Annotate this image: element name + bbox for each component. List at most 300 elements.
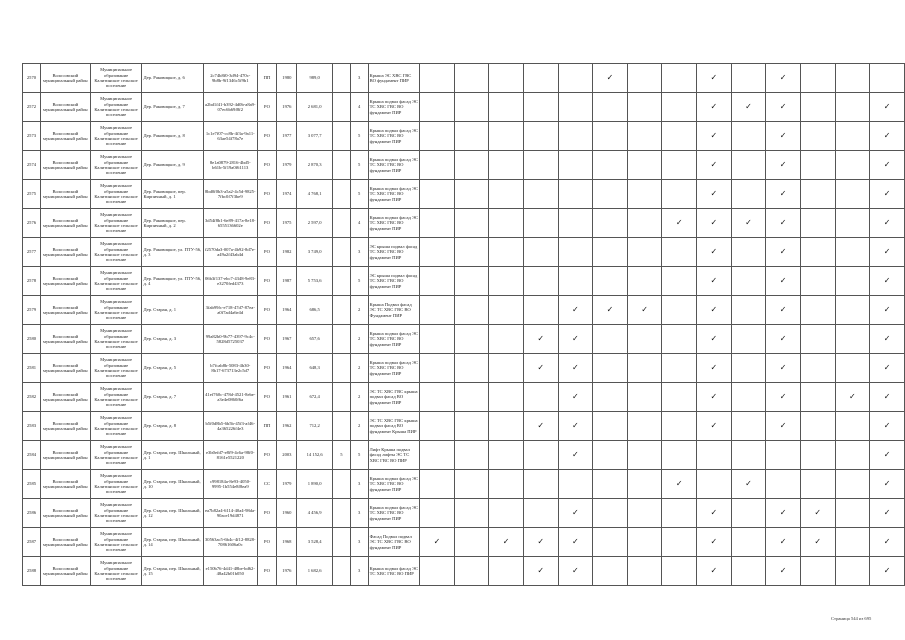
cell-type: РО [257, 441, 277, 470]
check-mark-icon: ✓ [766, 528, 801, 557]
cell-type: РО [257, 122, 277, 151]
cell-address: Дер. Старая, пер. Школьный, д. 14 [142, 528, 203, 557]
cell-area: 1 890,0 [297, 470, 333, 499]
cell-no: 2579 [23, 296, 41, 325]
cell-works: Фасад Подвал подвал ЭС ТС ХВС ГВС ВО фундамент ПИР [368, 528, 420, 557]
cell-mun: Волосовский муниципальный район [40, 180, 90, 209]
check-mark-icon: ✓ [766, 209, 801, 238]
table-row [23, 557, 905, 586]
check-mark-icon: ✓ [697, 209, 732, 238]
table-row [23, 93, 905, 122]
cell-empty [662, 383, 697, 412]
cell-empty [731, 441, 766, 470]
cell-no: 2580 [23, 325, 41, 354]
cell-empty [835, 151, 870, 180]
cell-year: 1960 [277, 499, 297, 528]
cell-address: Дер. Старая, д. 1 [142, 296, 203, 325]
cell-empty [731, 180, 766, 209]
cell-empty [593, 528, 628, 557]
cell-code: 1c1e7f07-cc8b-4f3a-9a11-63ae54f78a7e [203, 122, 257, 151]
cell-settlement: Муниципальное образование Калитинское сельское поселение [90, 470, 142, 499]
cell-empty [835, 64, 870, 93]
cell-empty [627, 325, 662, 354]
cell-empty [593, 267, 628, 296]
cell-area: 3 749,0 [297, 238, 333, 267]
cell-mun: Волосовский муниципальный район [40, 238, 90, 267]
cell-empty [420, 325, 455, 354]
cell-works: Крыша подвал фасад ЭС ТС ХВС ГВС ВО фундамент ПИР [368, 470, 420, 499]
cell-settlement: Муниципальное образование Калитинское сельское поселение [90, 325, 142, 354]
cell-empty [662, 528, 697, 557]
cell-empty [835, 238, 870, 267]
cell-empty [558, 267, 593, 296]
cell-works: Крыша подвал фасад ЭС ТС ХВС ГВС ВО фундамент ПИР [368, 325, 420, 354]
cell-no: 2583 [23, 412, 41, 441]
cell-settlement: Муниципальное образование Калитинское сельское поселение [90, 296, 142, 325]
cell-empty [627, 180, 662, 209]
cell-empty [800, 180, 835, 209]
check-mark-icon: ✓ [558, 499, 593, 528]
cell-mun: Волосовский муниципальный район [40, 325, 90, 354]
cell-mun: Волосовский муниципальный район [40, 441, 90, 470]
cell-empty [627, 238, 662, 267]
cell-settlement: Муниципальное образование Калитинское сельское поселение [90, 93, 142, 122]
cell-empty [835, 296, 870, 325]
cell-empty [800, 470, 835, 499]
cell-empty [454, 151, 489, 180]
table-row [23, 64, 905, 93]
cell-empty [627, 122, 662, 151]
cell-empty [731, 267, 766, 296]
check-mark-icon: ✓ [523, 528, 558, 557]
cell-address: Дер. Старая, пер. Школьный, д. 10 [142, 470, 203, 499]
cell-mun: Волосовский муниципальный район [40, 151, 90, 180]
cell-empty [454, 557, 489, 586]
cell-area: 5 753,6 [297, 267, 333, 296]
cell-empty [662, 557, 697, 586]
cell-works: Крыша Подвал фасад ЭС ТС ХВС ГВС ВО Фундамент ПИР [368, 296, 420, 325]
cell-works: Крыша подвал фасад ЭС ТС ХВС ГВС ВО фундамент ПИР [368, 151, 420, 180]
cell-code: ea7b82a4-6114-40a4-98da-90ace19d4871 [203, 499, 257, 528]
cell-type: РО [257, 528, 277, 557]
check-mark-icon: ✓ [627, 296, 662, 325]
cell-works: Крыша подвал фасад ЭС ТС ХВС ГВС ВО фундамент ПИР [368, 122, 420, 151]
check-mark-icon: ✓ [870, 412, 905, 441]
check-mark-icon: ✓ [697, 354, 732, 383]
cell-empty [420, 267, 455, 296]
check-mark-icon: ✓ [766, 151, 801, 180]
cell-empty [454, 64, 489, 93]
cell-empty [454, 93, 489, 122]
cell-no: 2574 [23, 151, 41, 180]
cell-extra [332, 354, 350, 383]
cell-empty [593, 470, 628, 499]
cell-empty [662, 354, 697, 383]
check-mark-icon: ✓ [870, 325, 905, 354]
cell-area: 2 681,0 [297, 93, 333, 122]
cell-works: Лифт Крыша подвал фасад лифты ЭС ТС ХВС ГВС ВО ПИР [368, 441, 420, 470]
cell-empty [593, 499, 628, 528]
cell-empty [454, 238, 489, 267]
check-mark-icon: ✓ [870, 528, 905, 557]
cell-year: 1980 [277, 64, 297, 93]
cell-empty [454, 122, 489, 151]
cell-mun: Волосовский муниципальный район [40, 354, 90, 383]
table-row [23, 180, 905, 209]
cell-empty [420, 354, 455, 383]
cell-code: e150b76-4d41-48be-bd62-48a42b01b050 [203, 557, 257, 586]
cell-empty [800, 557, 835, 586]
cell-works: Крыша подвал фасад ЭС ТС ХВС ГВС ВО фундамент ПИР [368, 180, 420, 209]
cell-type: РО [257, 383, 277, 412]
check-mark-icon: ✓ [870, 441, 905, 470]
cell-type: РО [257, 325, 277, 354]
check-mark-icon: ✓ [662, 209, 697, 238]
check-mark-icon: ✓ [731, 209, 766, 238]
check-mark-icon: ✓ [697, 267, 732, 296]
cell-settlement: Муниципальное образование Калитинское сельское поселение [90, 122, 142, 151]
cell-num: 5 [350, 267, 368, 296]
cell-empty [454, 470, 489, 499]
cell-empty [800, 238, 835, 267]
cell-extra [332, 64, 350, 93]
cell-year: 1962 [277, 412, 297, 441]
check-mark-icon: ✓ [870, 470, 905, 499]
cell-code: b7fcab8b-5083-4b30-8b17-673713e2c5d7 [203, 354, 257, 383]
cell-extra [332, 238, 350, 267]
cell-type: РО [257, 238, 277, 267]
cell-empty [627, 499, 662, 528]
cell-empty [558, 470, 593, 499]
cell-empty [523, 267, 558, 296]
check-mark-icon: ✓ [697, 383, 732, 412]
cell-settlement: Муниципальное образование Калитинское сельское поселение [90, 499, 142, 528]
cell-empty [454, 180, 489, 209]
cell-empty [523, 470, 558, 499]
check-mark-icon: ✓ [697, 64, 732, 93]
cell-empty [593, 180, 628, 209]
check-mark-icon: ✓ [870, 238, 905, 267]
cell-works: Крыша подвал фасад ЭС ТС ХВС ГВС ВО фундамент ПИР [368, 209, 420, 238]
cell-empty [489, 151, 524, 180]
cell-address: Дер. Старая, д. 3 [142, 325, 203, 354]
cell-empty [731, 325, 766, 354]
cell-mun: Волосовский муниципальный район [40, 122, 90, 151]
cell-year: 1967 [277, 325, 297, 354]
cell-empty [800, 441, 835, 470]
check-mark-icon: ✓ [697, 93, 732, 122]
cell-empty [558, 93, 593, 122]
cell-year: 1977 [277, 122, 297, 151]
cell-type: РО [257, 151, 277, 180]
cell-code: 99a82b0-9b77-4397-9c4c-5828d5725037 [203, 325, 257, 354]
cell-type: ПП [257, 412, 277, 441]
check-mark-icon: ✓ [558, 354, 593, 383]
cell-area: 3 528,4 [297, 528, 333, 557]
cell-empty [766, 441, 801, 470]
cell-empty [523, 122, 558, 151]
cell-num: 3 [350, 557, 368, 586]
cell-empty [593, 93, 628, 122]
cell-type: РО [257, 499, 277, 528]
cell-empty [662, 499, 697, 528]
cell-empty [835, 528, 870, 557]
cell-area: 4 768,1 [297, 180, 333, 209]
cell-extra [332, 151, 350, 180]
cell-code: a2bd1f41-b392-4d0b-a8a9-07ec6b69f8f2 [203, 93, 257, 122]
cell-type: РО [257, 354, 277, 383]
cell-num: 2 [350, 354, 368, 383]
cell-empty [662, 122, 697, 151]
table-body [23, 64, 905, 586]
capital-repair-table [22, 63, 905, 586]
cell-no: 2582 [23, 383, 41, 412]
check-mark-icon: ✓ [766, 64, 801, 93]
cell-area: 712,2 [297, 412, 333, 441]
cell-empty [523, 238, 558, 267]
cell-empty [558, 122, 593, 151]
table-row [23, 296, 905, 325]
cell-code: f2570da3-007a-4b92-8d7e-a49a2f43ab4d [203, 238, 257, 267]
cell-empty [454, 354, 489, 383]
cell-area: 672,4 [297, 383, 333, 412]
cell-empty [558, 209, 593, 238]
cell-settlement: Муниципальное образование Калитинское сельское поселение [90, 383, 142, 412]
cell-settlement: Муниципальное образование Калитинское сельское поселение [90, 354, 142, 383]
cell-empty [558, 151, 593, 180]
cell-empty [731, 499, 766, 528]
cell-empty [800, 209, 835, 238]
cell-empty [420, 180, 455, 209]
check-mark-icon: ✓ [766, 296, 801, 325]
cell-empty [593, 557, 628, 586]
check-mark-icon: ✓ [800, 499, 835, 528]
cell-extra [332, 528, 350, 557]
cell-empty [523, 499, 558, 528]
cell-code: 06b3f137-ebc7-4348-9e83-e3270fed4373 [203, 267, 257, 296]
cell-extra [332, 180, 350, 209]
cell-empty [800, 267, 835, 296]
check-mark-icon: ✓ [870, 151, 905, 180]
cell-works: Крыша подвал фасад ЭС ТС ХВС ГВС ВО фундамент ПИР [368, 354, 420, 383]
page-footer: Страница 544 из 695 [831, 616, 872, 621]
cell-empty [835, 93, 870, 122]
cell-empty [835, 180, 870, 209]
cell-area: 4 456,9 [297, 499, 333, 528]
cell-empty [627, 64, 662, 93]
cell-works: Крыша ЭС ХВС ГВС ВО фундамент ПИР [368, 64, 420, 93]
cell-empty [489, 122, 524, 151]
cell-empty [489, 180, 524, 209]
check-mark-icon: ✓ [593, 64, 628, 93]
cell-empty [593, 412, 628, 441]
cell-empty [454, 441, 489, 470]
cell-empty [697, 441, 732, 470]
cell-address: Дер. Раковицкое, ул. ПТУ-56, д. 4 [142, 267, 203, 296]
check-mark-icon: ✓ [697, 296, 732, 325]
cell-year: 1968 [277, 528, 297, 557]
cell-empty [731, 151, 766, 180]
cell-settlement: Муниципальное образование Калитинское сельское поселение [90, 151, 142, 180]
cell-empty [835, 122, 870, 151]
cell-settlement: Муниципальное образование Калитинское сельское поселение [90, 557, 142, 586]
cell-empty [489, 267, 524, 296]
check-mark-icon: ✓ [558, 441, 593, 470]
cell-empty [627, 441, 662, 470]
check-mark-icon: ✓ [523, 325, 558, 354]
cell-code: 41ef760c-478d-4521-8ebe-a3e4e0860f6a [203, 383, 257, 412]
cell-empty [454, 325, 489, 354]
check-mark-icon: ✓ [766, 354, 801, 383]
cell-no: 2570 [23, 64, 41, 93]
cell-empty [593, 325, 628, 354]
cell-empty [489, 64, 524, 93]
cell-empty [454, 296, 489, 325]
cell-mun: Волосовский муниципальный район [40, 296, 90, 325]
cell-extra [332, 267, 350, 296]
cell-address: Дер. Старая, д. 7 [142, 383, 203, 412]
cell-empty [835, 267, 870, 296]
cell-area: 657,6 [297, 325, 333, 354]
cell-address: Дер. Раковицкое, ул. ПТУ-56, д. 3 [142, 238, 203, 267]
cell-year: 1987 [277, 267, 297, 296]
check-mark-icon: ✓ [523, 354, 558, 383]
table-row [23, 267, 905, 296]
cell-no: 2588 [23, 557, 41, 586]
check-mark-icon: ✓ [766, 325, 801, 354]
check-mark-icon: ✓ [697, 238, 732, 267]
cell-empty [420, 209, 455, 238]
cell-empty [662, 441, 697, 470]
cell-empty [835, 209, 870, 238]
check-mark-icon: ✓ [697, 325, 732, 354]
cell-empty [627, 209, 662, 238]
cell-works: Крыша подвал фасад ЭС ТС ХВС ГВС ВО фундамент ПИР [368, 93, 420, 122]
cell-mun: Волосовский муниципальный район [40, 64, 90, 93]
check-mark-icon: ✓ [835, 383, 870, 412]
cell-empty [835, 499, 870, 528]
cell-extra [332, 325, 350, 354]
cell-area: 2 597,0 [297, 209, 333, 238]
cell-empty [627, 528, 662, 557]
cell-num: 5 [350, 180, 368, 209]
check-mark-icon: ✓ [766, 93, 801, 122]
cell-type: РО [257, 557, 277, 586]
cell-empty [593, 441, 628, 470]
cell-area: 1 682,6 [297, 557, 333, 586]
cell-empty [489, 354, 524, 383]
check-mark-icon: ✓ [766, 267, 801, 296]
cell-empty [489, 325, 524, 354]
table-row [23, 209, 905, 238]
cell-empty [454, 499, 489, 528]
cell-empty [593, 151, 628, 180]
cell-code: 30563ac5-6b4c-4f12-8828-70861606a0c [203, 528, 257, 557]
cell-empty [489, 93, 524, 122]
cell-empty [489, 412, 524, 441]
cell-empty [489, 470, 524, 499]
cell-settlement: Муниципальное образование Калитинское сельское поселение [90, 209, 142, 238]
cell-num: 4 [350, 209, 368, 238]
check-mark-icon: ✓ [558, 383, 593, 412]
cell-extra [332, 296, 350, 325]
cell-empty [697, 470, 732, 499]
cell-settlement: Муниципальное образование Калитинское сельское поселение [90, 267, 142, 296]
cell-empty [662, 267, 697, 296]
cell-empty [800, 354, 835, 383]
cell-works: Крыша подвал фасад ЭС ТС ХВС ГВС ВО ПИР [368, 557, 420, 586]
cell-area: 686,5 [297, 296, 333, 325]
cell-empty [627, 151, 662, 180]
cell-empty [800, 412, 835, 441]
cell-empty [523, 441, 558, 470]
cell-no: 2581 [23, 354, 41, 383]
cell-empty [662, 238, 697, 267]
cell-empty [420, 383, 455, 412]
cell-address: Дер. Старая, пер. Школьный, д. 15 [142, 557, 203, 586]
cell-empty [662, 296, 697, 325]
cell-address: Дер. Раковицкое, пер. Кирпичный, д. 2 [142, 209, 203, 238]
cell-extra [332, 470, 350, 499]
cell-empty [731, 528, 766, 557]
cell-settlement: Муниципальное образование Калитинское сельское поселение [90, 412, 142, 441]
check-mark-icon: ✓ [800, 528, 835, 557]
cell-address: Дер. Старая, д. 5 [142, 354, 203, 383]
cell-address: Дер. Раковицкое, д. 6 [142, 64, 203, 93]
cell-num: 3 [350, 64, 368, 93]
cell-settlement: Муниципальное образование Калитинское сельское поселение [90, 180, 142, 209]
check-mark-icon: ✓ [489, 528, 524, 557]
cell-empty [489, 557, 524, 586]
cell-empty [662, 151, 697, 180]
cell-extra [332, 209, 350, 238]
cell-empty [662, 180, 697, 209]
cell-no: 2585 [23, 470, 41, 499]
check-mark-icon: ✓ [870, 122, 905, 151]
cell-no: 2576 [23, 209, 41, 238]
cell-extra [332, 499, 350, 528]
cell-empty [489, 441, 524, 470]
cell-empty [662, 412, 697, 441]
table-row [23, 325, 905, 354]
cell-empty [523, 296, 558, 325]
cell-area: 14 152,6 [297, 441, 333, 470]
cell-no: 2578 [23, 267, 41, 296]
cell-mun: Волосовский муниципальный район [40, 93, 90, 122]
cell-code: c998184a-8e93-4050-9995-1b554e8f8ea9 [203, 470, 257, 499]
cell-empty [800, 325, 835, 354]
cell-empty [420, 296, 455, 325]
cell-empty [593, 238, 628, 267]
cell-works: ЭС ТС ХВС ГВС крыша подвал фасад ВО фундамент ПИР [368, 383, 420, 412]
cell-empty [420, 412, 455, 441]
cell-empty [662, 64, 697, 93]
check-mark-icon: ✓ [766, 557, 801, 586]
cell-empty [420, 93, 455, 122]
cell-empty [420, 238, 455, 267]
cell-mun: Волосовский муниципальный район [40, 470, 90, 499]
table-row [23, 412, 905, 441]
cell-type: ПП [257, 64, 277, 93]
cell-empty [731, 64, 766, 93]
cell-empty [627, 267, 662, 296]
check-mark-icon: ✓ [870, 209, 905, 238]
cell-empty [870, 64, 905, 93]
check-mark-icon: ✓ [558, 325, 593, 354]
cell-year: 1979 [277, 470, 297, 499]
cell-no: 2577 [23, 238, 41, 267]
cell-year: 1979 [277, 151, 297, 180]
